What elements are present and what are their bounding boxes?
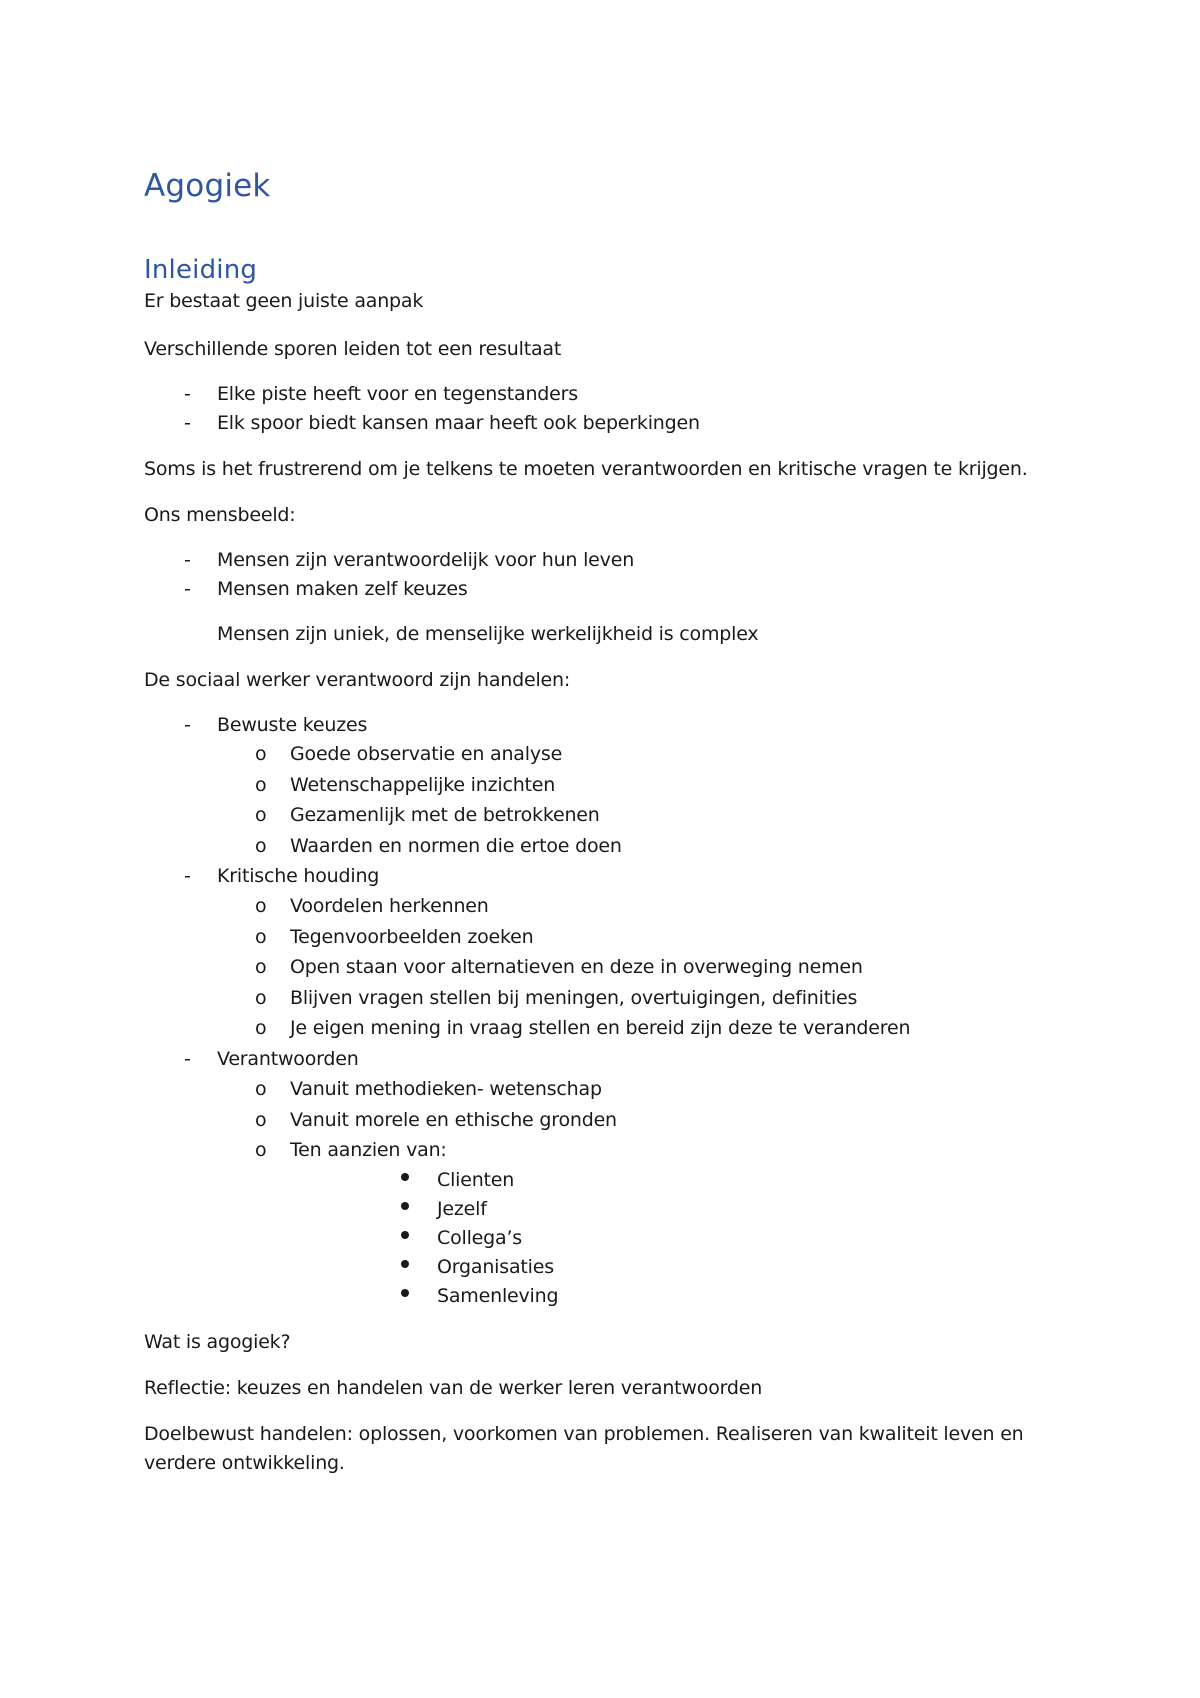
- sub-sub-list-item: Samenleving: [437, 1285, 559, 1307]
- circle-marker: o: [255, 1017, 267, 1039]
- list-item: Elk spoor biedt kansen maar heeft ook beperkingen: [217, 412, 700, 434]
- paragraph: Soms is het frustrerend om je telkens te moeten verantwoorden en kritische vragen te krijgen.: [144, 458, 1028, 480]
- sub-sub-list-item: Collega’s: [437, 1227, 522, 1249]
- sub-list-item: Vanuit morele en ethische gronden: [290, 1109, 617, 1131]
- circle-marker: o: [255, 1139, 267, 1161]
- dash-marker: -: [184, 865, 191, 887]
- list-item: Elke piste heeft voor en tegenstanders: [217, 383, 578, 405]
- list-item: Mensen zijn verantwoordelijk voor hun leven: [217, 549, 635, 571]
- dash-marker: -: [184, 549, 191, 571]
- sub-list-item: Ten aanzien van:: [290, 1139, 447, 1161]
- sub-sub-list-item: Organisaties: [437, 1256, 554, 1278]
- list-item: Bewuste keuzes: [217, 714, 368, 736]
- sub-list-item: Wetenschappelijke inzichten: [290, 774, 556, 796]
- sub-list-item: Gezamenlijk met de betrokkenen: [290, 804, 600, 826]
- circle-marker: o: [255, 774, 267, 796]
- sub-list-item: Vanuit methodieken- wetenschap: [290, 1078, 602, 1100]
- bullet-icon: [401, 1289, 409, 1297]
- dash-marker: -: [184, 383, 191, 405]
- bullet-icon: [401, 1260, 409, 1268]
- list-item: Kritische houding: [217, 865, 380, 887]
- indented-paragraph: Mensen zijn uniek, de menselijke werkelijkheid is complex: [217, 623, 759, 645]
- circle-marker: o: [255, 1078, 267, 1100]
- circle-marker: o: [255, 956, 267, 978]
- sub-sub-list-item: Jezelf: [437, 1198, 487, 1220]
- bullet-icon: [401, 1202, 409, 1210]
- dash-marker: -: [184, 412, 191, 434]
- circle-marker: o: [255, 743, 267, 765]
- paragraph: Doelbewust handelen: oplossen, voorkomen van problemen. Realiseren van kwaliteit leven en: [144, 1423, 1024, 1445]
- sub-list-item: Je eigen mening in vraag stellen en bereid zijn deze te veranderen: [290, 1017, 911, 1039]
- bullet-icon: [401, 1231, 409, 1239]
- page-title: Agogiek: [144, 168, 271, 204]
- sub-list-item: Open staan voor alternatieven en deze in overweging nemen: [290, 956, 863, 978]
- paragraph: Reflectie: keuzes en handelen van de werker leren verantwoorden: [144, 1377, 763, 1399]
- sub-sub-list-item: Clienten: [437, 1169, 515, 1191]
- dash-marker: -: [184, 714, 191, 736]
- circle-marker: o: [255, 804, 267, 826]
- paragraph-continuation: verdere ontwikkeling.: [144, 1452, 345, 1474]
- paragraph: De sociaal werker verantwoord zijn handelen:: [144, 669, 571, 691]
- paragraph: Ons mensbeeld:: [144, 504, 296, 526]
- dash-marker: -: [184, 578, 191, 600]
- paragraph: Wat is agogiek?: [144, 1331, 291, 1353]
- paragraph: Er bestaat geen juiste aanpak: [144, 290, 424, 312]
- circle-marker: o: [255, 835, 267, 857]
- list-item: Verantwoorden: [217, 1048, 359, 1070]
- circle-marker: o: [255, 895, 267, 917]
- list-item: Mensen maken zelf keuzes: [217, 578, 468, 600]
- sub-list-item: Blijven vragen stellen bij meningen, overtuigingen, definities: [290, 987, 858, 1009]
- circle-marker: o: [255, 926, 267, 948]
- circle-marker: o: [255, 987, 267, 1009]
- sub-list-item: Waarden en normen die ertoe doen: [290, 835, 622, 857]
- paragraph: Verschillende sporen leiden tot een resultaat: [144, 338, 562, 360]
- dash-marker: -: [184, 1048, 191, 1070]
- section-heading: Inleiding: [144, 255, 258, 285]
- circle-marker: o: [255, 1109, 267, 1131]
- sub-list-item: Tegenvoorbeelden zoeken: [290, 926, 534, 948]
- bullet-icon: [401, 1173, 409, 1181]
- sub-list-item: Goede observatie en analyse: [290, 743, 563, 765]
- sub-list-item: Voordelen herkennen: [290, 895, 489, 917]
